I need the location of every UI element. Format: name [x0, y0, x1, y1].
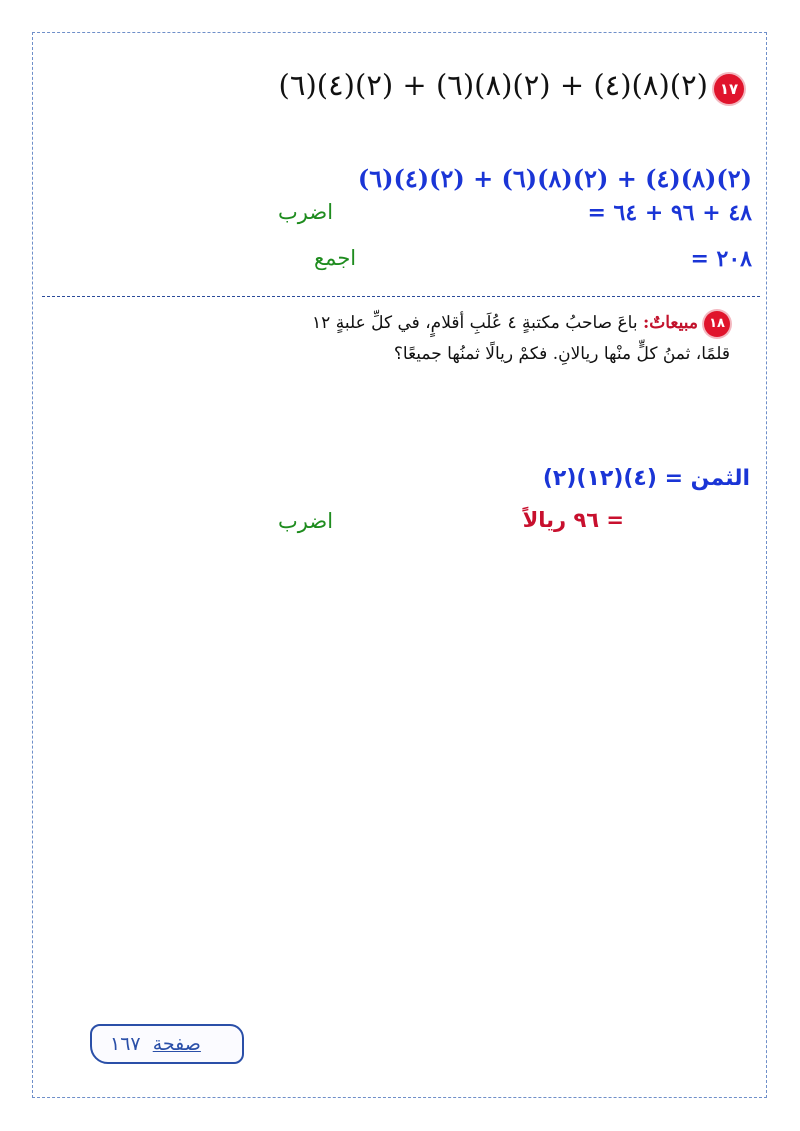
- solution-18-answer: = ٩٦ ريالاً: [522, 508, 624, 532]
- problem-18-badge: [704, 311, 730, 337]
- problem-18-text: باعَ صاحبُ مكتبةٍ ٤ عُلَبِ أقلامٍ، في كلِّ علبةٍ ١٢ قلمًا، ثمنُ كلٍّ منْها ريالانِ. فكمْ ريالًا ثمنُها جميعًا؟: [312, 313, 730, 364]
- page-number: ١٦٧: [110, 1033, 141, 1055]
- solution-17-note-add: اجمع: [314, 247, 357, 270]
- section-divider: [42, 296, 760, 297]
- page-word: صفحة: [152, 1033, 201, 1055]
- problem-17-number: ١٧: [719, 80, 739, 98]
- problem-17-badge: [714, 74, 744, 104]
- solution-17-step-multiply: = ٤٨ + ٩٦ + ٦٤: [587, 200, 752, 226]
- problem-18-text-block: [310, 308, 730, 370]
- solution-17-expression: (٦)(٤)(٢) + (٦)(٨)(٢) + (٤)(٨)(٢): [357, 164, 752, 193]
- solution-18-price-line: الثمن = (٤)(١٢)(٢): [542, 466, 750, 491]
- solution-17-note-multiply: اضرب: [278, 201, 334, 224]
- problem-18-title: مبيعاتٌ:: [642, 313, 698, 333]
- solution-17-step-add: = ٢٠٨: [690, 246, 752, 272]
- page-number-label: [110, 1033, 201, 1055]
- page-number-tab: [90, 1024, 244, 1064]
- problem-18-number: ١٨: [709, 315, 725, 331]
- solution-18-note-multiply: اضرب: [278, 510, 334, 533]
- problem-17-expression: (٦)(٤)(٢) + (٦)(٨)(٢) + (٤)(٨)(٢): [278, 68, 708, 102]
